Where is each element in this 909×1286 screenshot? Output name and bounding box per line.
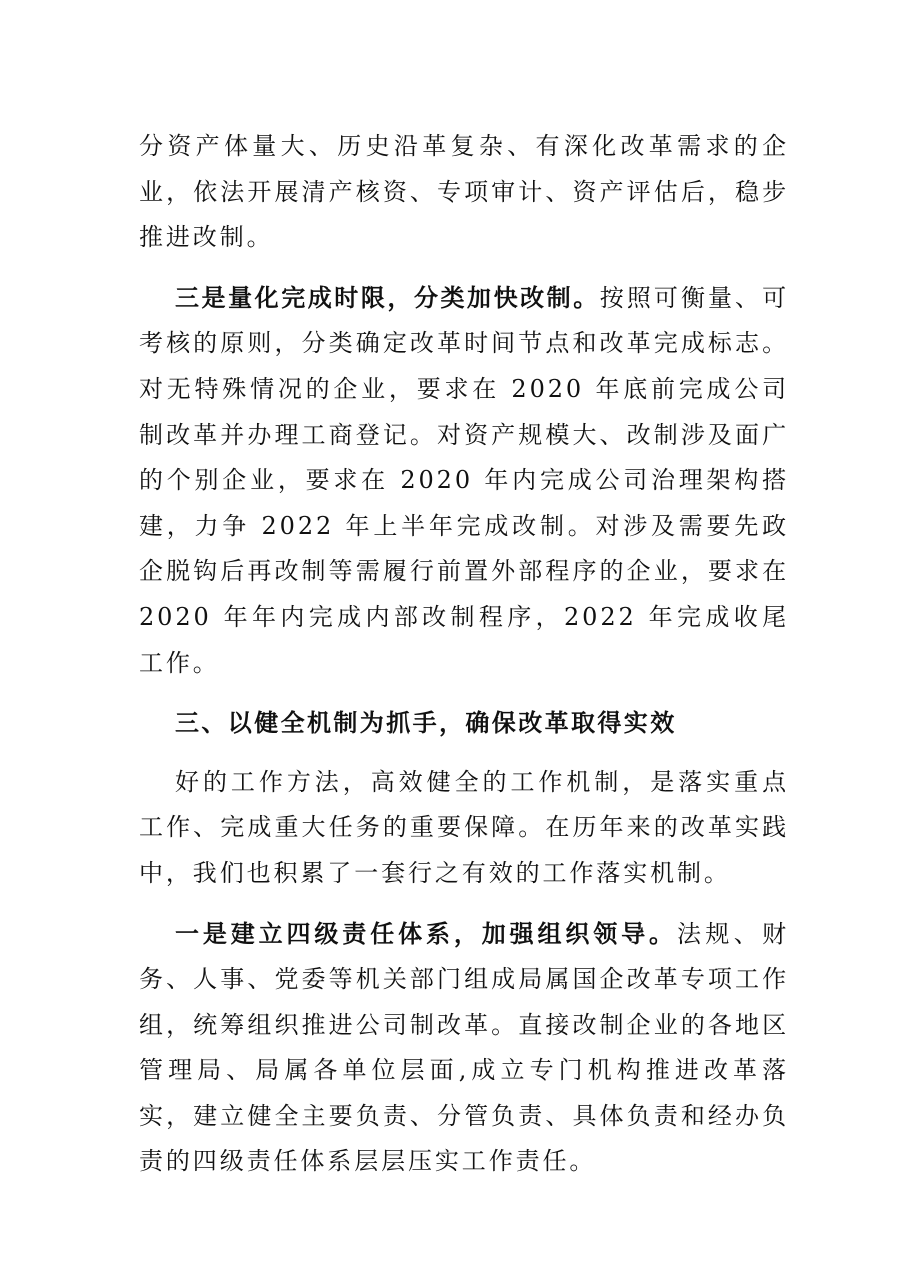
paragraph-text: 法规、财务、人事、党委等机关部门组成局属国企改革专项工作组，统筹组织推进公司制改革。直接改制企业的各地区管理局、局属各单位层面,成立专门机构推进改革落实，建立健全主要负责、分管负责、具体负责和经办负责的四级责任体系层层压实工作责任。 [139,919,789,1176]
paragraph-text: 好的工作方法，高效健全的工作机制，是落实重点工作、完成重大任务的重要保障。在历年来的改革实践中，我们也积累了一套行之有效的工作落实机制。 [139,767,789,887]
paragraph-continued [139,124,789,261]
paragraph-lead: 三是量化完成时限，分类加快改制。 [175,282,600,312]
section-heading: 三、以健全机制为抓手，确保改革取得实效 [175,708,677,738]
paragraph-text: 按照可衡量、可考核的原则，分类确定改革时间节点和改革完成标志。对无特殊情况的企业，要求在 2020 年底前完成公司制改革并办理工商登记。对资产规模大、改制涉及面广的个别企业，要求在 2020 年内完成公司治理架构搭建，力争 2022 年上半年完成改制。对涉及需要先政企脱钩后再改制等需履行前置外部程序的企业，要求在 2020 年年内完成内部改制程序，2022 年完成收尾工作。 [139,283,789,677]
paragraph-mechanism-intro [139,760,789,897]
paragraph-time-limits [139,275,789,686]
document-body [139,124,789,1199]
paragraph-responsibility-system [139,911,789,1186]
paragraph-text: 分资产体量大、历史沿革复杂、有深化改革需求的企业，依法开展清产核资、专项审计、资产评估后，稳步推进改制。 [139,132,789,252]
paragraph-lead: 一是建立四级责任体系，加强组织领导。 [175,918,677,948]
